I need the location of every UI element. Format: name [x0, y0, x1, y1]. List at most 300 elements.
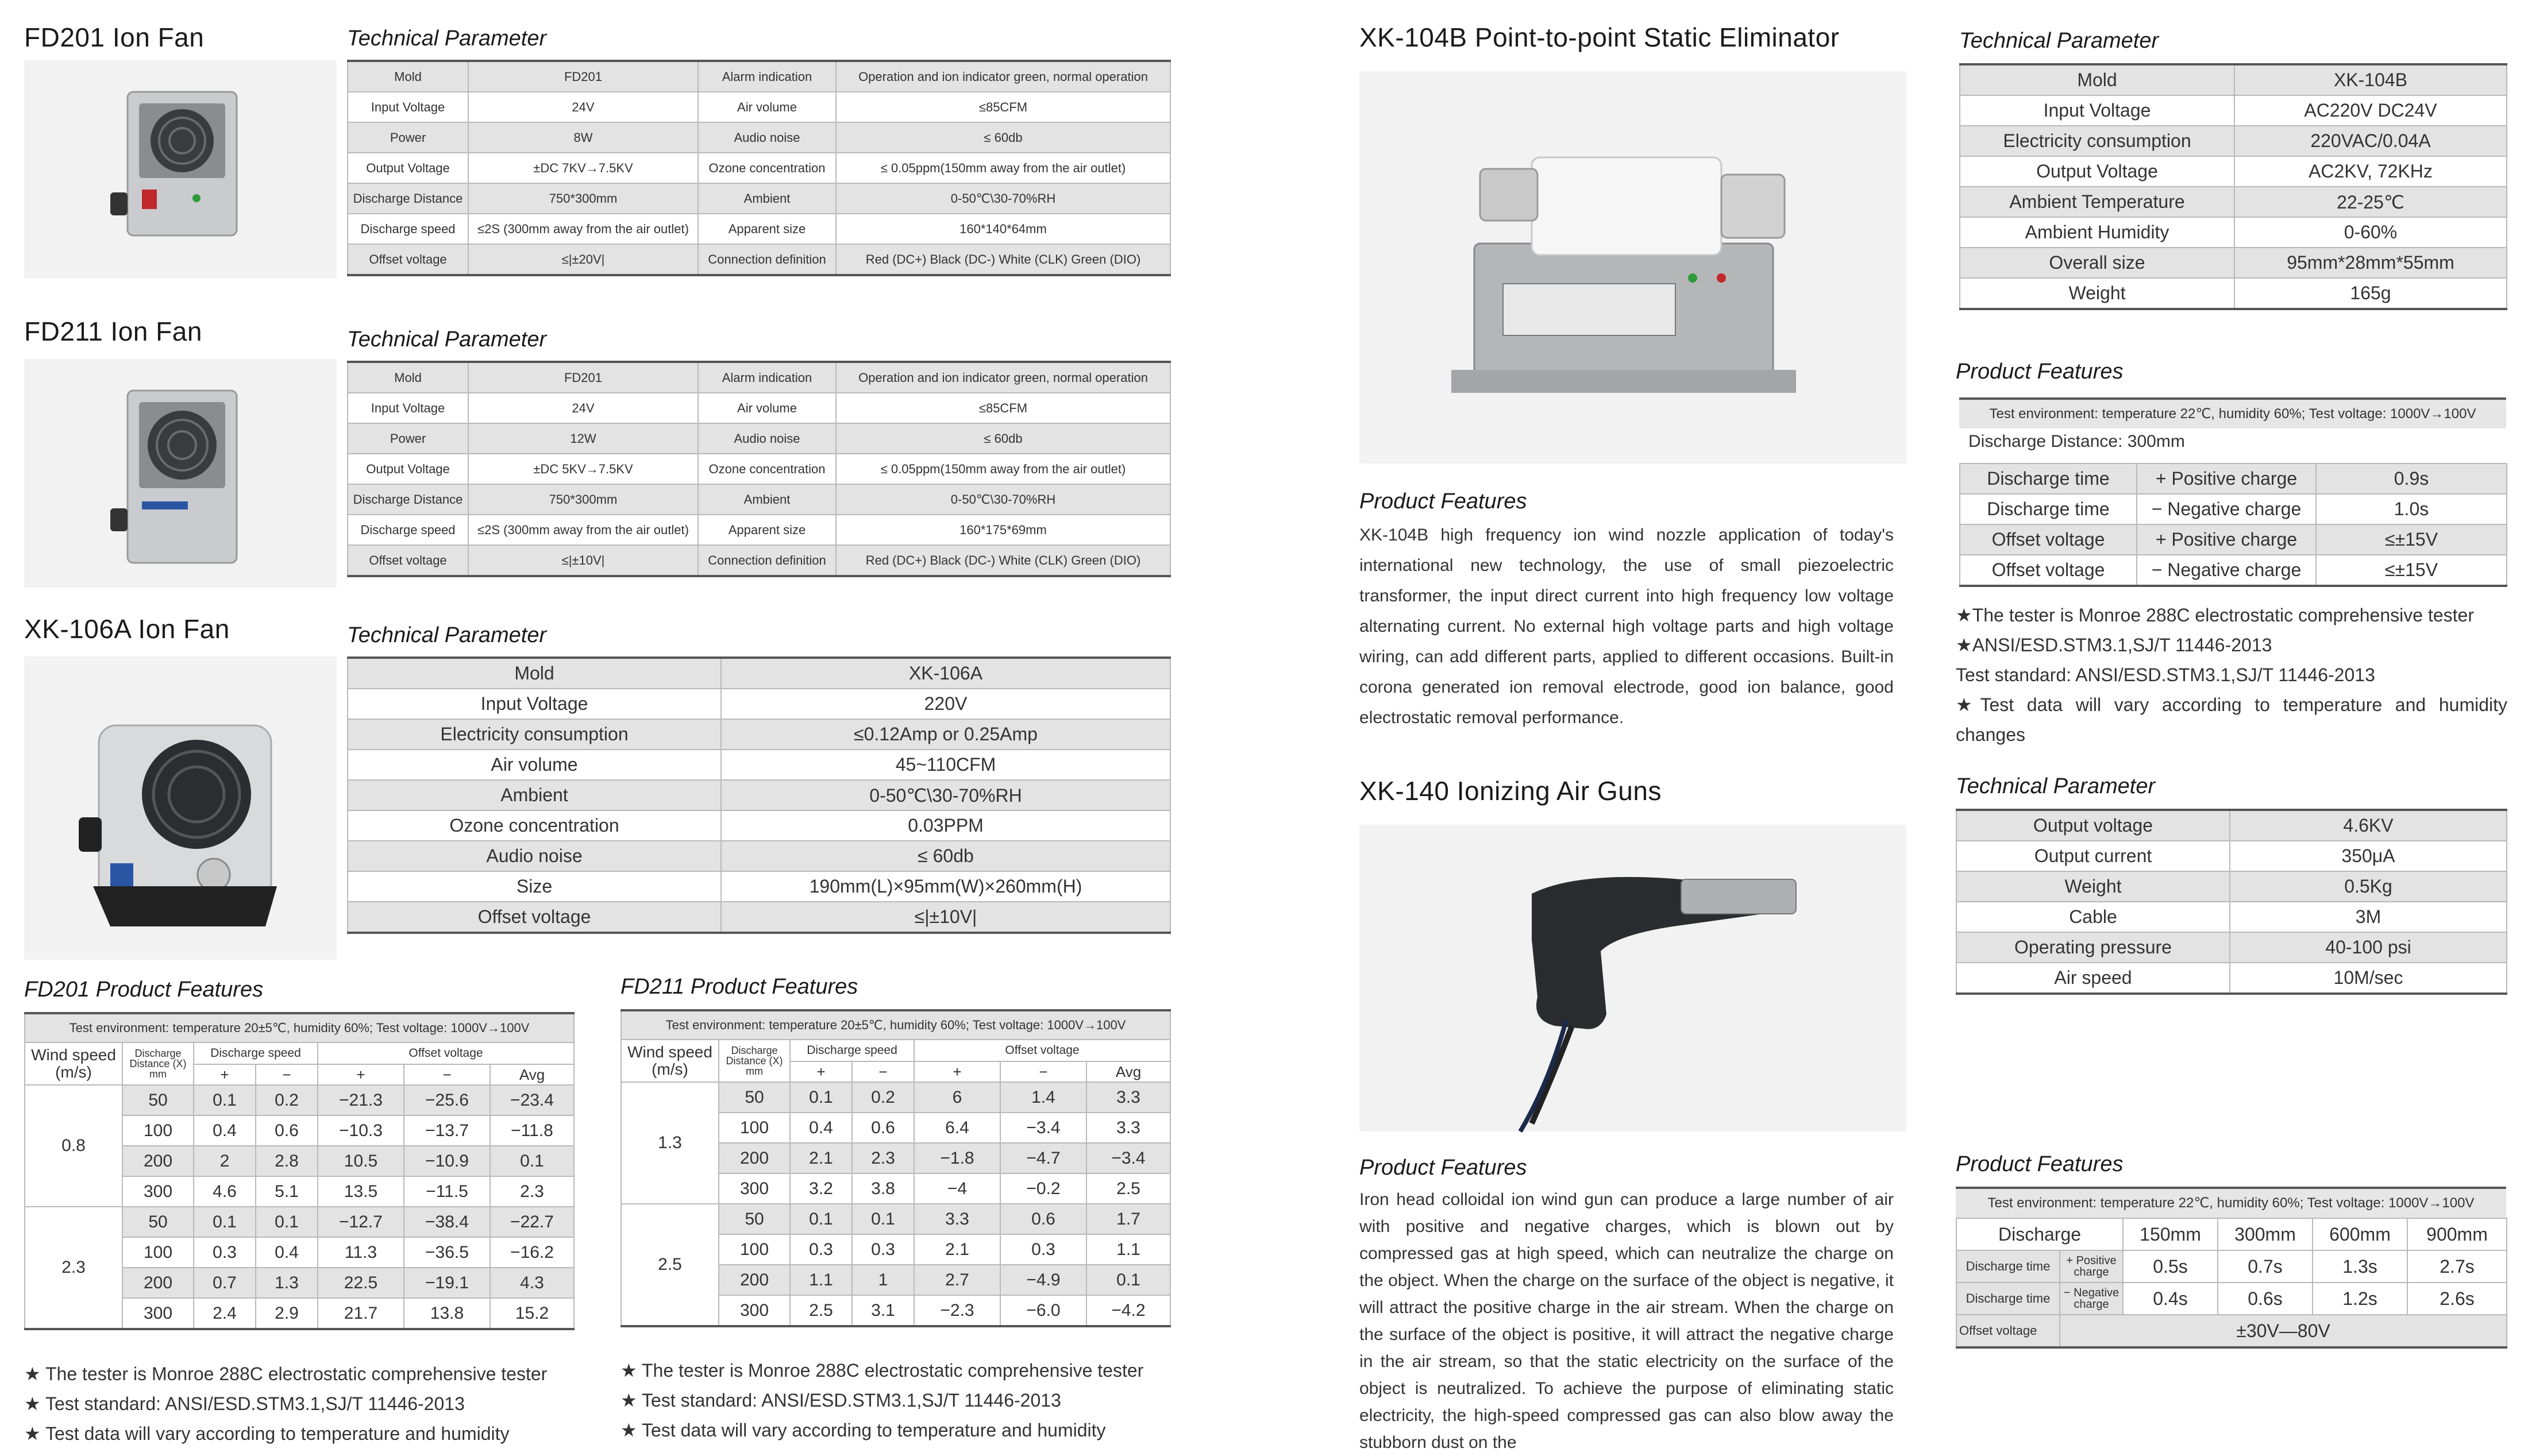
table-cell: 600mm [2313, 1218, 2407, 1250]
table-cell: FD201 [468, 61, 698, 92]
fd201-note-2: ★ Test standard: ANSI/ESD.STM3.1,SJ/T 11446-2013 [24, 1393, 465, 1414]
table-cell: 0.1 [256, 1207, 318, 1237]
table-row [1960, 187, 2507, 217]
table-cell: 0.6 [256, 1115, 318, 1146]
xk140-title: XK-140 Ionizing Air Guns [1359, 776, 1662, 806]
table-cell: Discharge time [1956, 1283, 2060, 1315]
table-cell: Offset voltage [348, 545, 468, 576]
table-row [25, 1085, 574, 1115]
table-cell: −4.9 [1000, 1265, 1086, 1295]
table-row [25, 1013, 574, 1042]
table-cell: Avg [1086, 1061, 1170, 1082]
table-cell: 3.8 [852, 1173, 914, 1204]
table-cell: Input Voltage [348, 393, 468, 423]
xk104b-pf-table [1959, 463, 2507, 587]
table-row [1956, 1250, 2507, 1283]
xk104b-note-3: Test standard: ANSI/ESD.STM3.1,SJ/T 11446-2013 [1956, 665, 2375, 685]
table-cell: 2.7 [914, 1265, 1000, 1295]
table-cell: −11.8 [490, 1115, 574, 1146]
table-cell: Audio noise [348, 841, 721, 871]
table-cell: 900mm [2407, 1218, 2507, 1250]
xk140-features-title: Product Features [1359, 1156, 1527, 1180]
table-cell: 2.4 [194, 1298, 256, 1329]
table-cell: Apparent size [698, 214, 836, 244]
table-cell: 220V [721, 689, 1170, 719]
fd211-note-2: ★ Test standard: ANSI/ESD.STM3.1,SJ/T 11446-2013 [621, 1390, 1061, 1411]
xk140-product-image [1359, 825, 1906, 1131]
table-row [1960, 248, 2507, 278]
table-cell: Ambient [698, 484, 836, 515]
table-row [25, 1042, 574, 1064]
table-cell: ≤ 60db [721, 841, 1170, 871]
table-cell: 1.3s [2313, 1250, 2407, 1283]
table-cell: Operation and ion indicator green, normal operation [836, 362, 1170, 393]
table-cell: 0.1 [194, 1207, 256, 1237]
table-cell: 2.8 [256, 1146, 318, 1176]
table-cell: Offset voltage [348, 902, 721, 933]
table-cell: 2.5 [621, 1204, 719, 1326]
table-cell: 1 [852, 1265, 914, 1295]
table-cell: ≤0.12Amp or 0.25Amp [721, 719, 1170, 750]
table-cell: Wind speed (m/s) [25, 1042, 122, 1085]
table-row [1956, 1218, 2507, 1250]
table-cell: 13.5 [318, 1176, 404, 1207]
table-cell: Discharge time [1960, 494, 2137, 524]
table-row [1956, 932, 2507, 963]
table-cell: Electricity consumption [1960, 126, 2234, 156]
table-cell: Connection definition [698, 545, 836, 576]
table-cell: Input Voltage [1960, 95, 2234, 126]
table-cell: 2.3 [852, 1143, 914, 1173]
table-cell: Output Voltage [348, 454, 468, 484]
table-cell: −13.7 [404, 1115, 490, 1146]
table-row [1956, 1283, 2507, 1315]
table-row [348, 61, 1170, 92]
table-cell: AC2KV, 72KHz [2234, 156, 2507, 187]
table-row [348, 750, 1170, 780]
table-cell: 0-60% [2234, 217, 2507, 248]
xk106a-product-image [24, 656, 337, 960]
table-row [1960, 95, 2507, 126]
xk104b-note-2: ★ANSI/ESD.STM3.1,SJ/T 11446-2013 [1956, 635, 2272, 655]
table-cell: −0.2 [1000, 1173, 1086, 1204]
table-cell: Discharge speed [348, 515, 468, 545]
xk106a-param-title: Technical Parameter [347, 623, 547, 647]
table-cell: 45~110CFM [721, 750, 1170, 780]
table-cell: Output Voltage [1960, 156, 2234, 187]
table-cell: ±DC 5KV→7.5KV [468, 454, 698, 484]
fd201-note-1: ★ The tester is Monroe 288C electrostatic comprehensive tester [24, 1364, 548, 1384]
table-cell: 0.1 [790, 1082, 852, 1113]
table-cell: Air speed [1956, 963, 2230, 994]
table-cell: − [1000, 1061, 1086, 1082]
table-cell: 0.6 [1000, 1204, 1086, 1234]
table-cell: −25.6 [404, 1085, 490, 1115]
table-cell: Size [348, 871, 721, 902]
xk106a-title: XK-106A Ion Fan [24, 614, 230, 644]
fd211-note-1: ★ The tester is Monroe 288C electrostatic comprehensive tester [621, 1360, 1144, 1381]
xk106a-spec-table [347, 656, 1171, 934]
table-cell: + Positive charge [2137, 464, 2316, 494]
table-cell: Apparent size [698, 515, 836, 545]
table-cell: 0.3 [790, 1234, 852, 1265]
table-cell: 3.3 [1086, 1113, 1170, 1143]
table-cell: Weight [1956, 871, 2230, 902]
table-row [1960, 278, 2507, 309]
table-cell: 750*300mm [468, 183, 698, 214]
table-cell: 0.5s [2123, 1250, 2218, 1283]
table-cell: Test environment: temperature 20±5℃, humidity 60%; Test voltage: 1000V→100V [621, 1010, 1170, 1040]
table-cell: Power [348, 122, 468, 153]
table-row [348, 658, 1170, 689]
xk104b-title: XK-104B Point-to-point Static Eliminator [1359, 22, 1840, 52]
table-cell: ±30V—80V [2060, 1315, 2507, 1347]
xk104b-pf-env: Test environment: temperature 22℃, humidity 60%; Test voltage: 1000V→100V [1959, 397, 2506, 428]
table-row [348, 810, 1170, 841]
table-cell: −2.3 [914, 1295, 1000, 1326]
table-cell: 750*300mm [468, 484, 698, 515]
table-cell: 200 [122, 1268, 194, 1298]
table-cell: −36.5 [404, 1237, 490, 1268]
table-cell: Ambient [348, 780, 721, 810]
table-cell: −19.1 [404, 1268, 490, 1298]
table-row [1956, 810, 2507, 841]
xk140-pf-title: Product Features [1956, 1152, 2124, 1176]
table-cell: 10.5 [318, 1146, 404, 1176]
table-cell: 1.7 [1086, 1204, 1170, 1234]
table-cell: Weight [1960, 278, 2234, 309]
table-cell: 300 [122, 1176, 194, 1207]
table-row [348, 183, 1170, 214]
table-cell: 4.6KV [2230, 810, 2507, 841]
table-cell: Discharge speed [194, 1042, 318, 1064]
table-cell: ≤ 0.05ppm(150mm away from the air outlet) [836, 454, 1170, 484]
table-cell: 21.7 [318, 1298, 404, 1329]
table-cell: 50 [122, 1085, 194, 1115]
fd211-note-3: ★ Test data will vary according to temperature and humidity [621, 1420, 1106, 1440]
table-cell: + [194, 1064, 256, 1085]
table-cell: 300 [122, 1298, 194, 1329]
table-cell: 1.1 [1086, 1234, 1170, 1265]
table-cell: 24V [468, 393, 698, 423]
table-cell: 0.2 [852, 1082, 914, 1113]
table-cell: Ozone concentration [698, 153, 836, 183]
table-cell: 0.3 [1000, 1234, 1086, 1265]
table-cell: Operation and ion indicator green, normal operation [836, 61, 1170, 92]
table-cell: ≤±15V [2316, 524, 2507, 555]
table-cell: 0.9s [2316, 464, 2507, 494]
fd201-note-3: ★ Test data will vary according to temperature and humidity [24, 1423, 510, 1444]
table-cell: Mold [348, 61, 468, 92]
table-cell: Discharge Distance [348, 484, 468, 515]
xk104b-description: XK-104B high frequency ion wind nozzle application of today's international new technology, the use of small piezoelectric transformer, the input direct current into high frequency low voltage alternating current. No external high voltage parts and high voltage wiring, can add different parts, applied to different occasions. Built-in corona generated ion removal electrode, good ion balance, good electrostatic removal performance. [1359, 526, 1894, 727]
table-cell: 1.3 [621, 1082, 719, 1204]
table-cell: Output voltage [1956, 810, 2230, 841]
table-cell: 160*140*64mm [836, 214, 1170, 244]
table-cell: ±DC 7KV→7.5KV [468, 153, 698, 183]
table-cell: 1.4 [1000, 1082, 1086, 1113]
xk104b-product-image [1359, 71, 1906, 464]
table-cell: 100 [122, 1115, 194, 1146]
xk140-pf-table [1956, 1218, 2507, 1349]
table-cell: 2 [194, 1146, 256, 1176]
table-cell: 3M [2230, 902, 2507, 932]
table-cell: 2.6s [2407, 1283, 2507, 1315]
table-cell: Air volume [698, 92, 836, 122]
table-cell: ≤|±10V| [468, 545, 698, 576]
table-cell: 100 [719, 1234, 790, 1265]
table-cell: −4.2 [1086, 1295, 1170, 1326]
table-row [1956, 871, 2507, 902]
table-cell: 0.03PPM [721, 810, 1170, 841]
table-cell: + Positive charge [2137, 524, 2316, 555]
xk104b-note-1: ★The tester is Monroe 288C electrostatic comprehensive tester [1956, 605, 2474, 625]
table-cell: Output current [1956, 841, 2230, 871]
xk140-param-title: Technical Parameter [1956, 774, 2156, 798]
table-cell: 300mm [2218, 1218, 2313, 1250]
table-cell: Input Voltage [348, 92, 468, 122]
table-cell: −12.7 [318, 1207, 404, 1237]
table-row [1960, 126, 2507, 156]
table-cell: −16.2 [490, 1237, 574, 1268]
table-cell: Audio noise [698, 122, 836, 153]
table-cell: ≤ 0.05ppm(150mm away from the air outlet) [836, 153, 1170, 183]
table-cell: −11.5 [404, 1176, 490, 1207]
table-cell: 3.1 [852, 1295, 914, 1326]
table-row [348, 92, 1170, 122]
table-cell: 3.3 [914, 1204, 1000, 1234]
table-cell: Mold [348, 658, 721, 689]
table-cell: 0.4 [194, 1115, 256, 1146]
table-cell: −1.8 [914, 1143, 1000, 1173]
table-row [348, 214, 1170, 244]
table-cell: Discharge speed [790, 1040, 914, 1061]
table-row [348, 122, 1170, 153]
table-cell: Discharge Distance (X) mm [122, 1042, 194, 1085]
fd211-title: FD211 Ion Fan [24, 316, 202, 346]
table-cell: 165g [2234, 278, 2507, 309]
table-cell: Ambient Humidity [1960, 217, 2234, 248]
table-cell: 0.2 [256, 1085, 318, 1115]
table-row [348, 454, 1170, 484]
table-cell: 22-25℃ [2234, 187, 2507, 217]
table-cell: Ozone concentration [698, 454, 836, 484]
table-cell: Electricity consumption [348, 719, 721, 750]
table-cell: 300 [719, 1295, 790, 1326]
xk140-description: Iron head colloidal ion wind gun can produce a large number of air with positive and negative charges, which is blown out by compressed gas at high speed, which can neutralize the charge on the object. When the charge on the surface of the object is negative, it will attract the positive charge in the air stream. When the charge on the surface of the object is positive, it will attract the negative charge in the air stream, so that the static electricity on the surface of the object is neutralized. To achieve the purpose of eliminating static electricity, the high-speed compressed gas can also blow away the stubborn dust on the [1359, 1190, 1894, 1452]
table-row [348, 902, 1170, 933]
table-row [348, 871, 1170, 902]
table-cell: FD201 [468, 362, 698, 393]
table-cell: Air volume [348, 750, 721, 780]
table-cell: 4.6 [194, 1176, 256, 1207]
table-row [348, 719, 1170, 750]
table-cell: Offset voltage [348, 244, 468, 275]
table-row [621, 1082, 1170, 1113]
table-cell: ≤85CFM [836, 92, 1170, 122]
fd201-features-title: FD201 Product Features [24, 978, 264, 1002]
table-cell: −3.4 [1000, 1113, 1086, 1143]
table-row [348, 244, 1170, 275]
table-row [348, 841, 1170, 871]
table-cell: −10.3 [318, 1115, 404, 1146]
table-cell: Offset voltage [1960, 524, 2137, 555]
table-row [1960, 156, 2507, 187]
table-cell: Red (DC+) Black (DC-) White (CLK) Green (DIO) [836, 244, 1170, 275]
table-row [348, 362, 1170, 393]
table-cell: Power [348, 423, 468, 454]
table-row [25, 1207, 574, 1237]
table-cell: 160*175*69mm [836, 515, 1170, 545]
table-cell: 0.3 [852, 1234, 914, 1265]
table-cell: Offset voltage [914, 1040, 1170, 1061]
table-cell: Alarm indication [698, 362, 836, 393]
table-row [1960, 64, 2507, 95]
table-cell: − [404, 1064, 490, 1085]
table-cell: 0.4 [790, 1113, 852, 1143]
table-row [1956, 902, 2507, 932]
table-cell: 3.3 [1086, 1082, 1170, 1113]
table-cell: Discharge time [1956, 1250, 2060, 1283]
table-row [1956, 963, 2507, 994]
table-cell: 2.7s [2407, 1250, 2507, 1283]
table-cell: ≤ 60db [836, 423, 1170, 454]
table-cell: 0-50℃\30-70%RH [836, 484, 1170, 515]
table-cell: 50 [122, 1207, 194, 1237]
table-cell: Alarm indication [698, 61, 836, 92]
table-cell: 0-50℃\30-70%RH [836, 183, 1170, 214]
fd201-features-table [24, 1012, 575, 1330]
table-cell: − Negative charge [2137, 494, 2316, 524]
table-cell: −4.7 [1000, 1143, 1086, 1173]
table-cell: AC220V DC24V [2234, 95, 2507, 126]
table-cell: 200 [719, 1265, 790, 1295]
table-cell: ≤±15V [2316, 555, 2507, 586]
table-row [348, 515, 1170, 545]
table-cell: Output Voltage [348, 153, 468, 183]
xk140-pf-env: Test environment: temperature 22℃, humidity 60%; Test voltage: 1000V→100V [1956, 1187, 2506, 1218]
table-cell: ≤2S (300mm away from the air outlet) [468, 515, 698, 545]
table-cell: Cable [1956, 902, 2230, 932]
fd211-features-title: FD211 Product Features [621, 975, 858, 999]
table-row [1960, 555, 2507, 586]
table-cell: 0.1 [194, 1085, 256, 1115]
table-cell: −6.0 [1000, 1295, 1086, 1326]
table-cell: 0.8 [25, 1085, 122, 1207]
table-cell: 0.1 [790, 1204, 852, 1234]
table-cell: 0.3 [194, 1237, 256, 1268]
table-cell: 100 [122, 1237, 194, 1268]
table-row [348, 153, 1170, 183]
table-cell: 2.9 [256, 1298, 318, 1329]
xk104b-param-title: Technical Parameter [1959, 29, 2159, 53]
fd201-param-title: Technical Parameter [347, 26, 547, 51]
table-cell: 2.5 [1086, 1173, 1170, 1204]
table-row [348, 423, 1170, 454]
table-cell: ≤ 60db [836, 122, 1170, 153]
table-cell: Offset voltage [1956, 1315, 2060, 1347]
fd211-features-table [621, 1009, 1171, 1327]
table-cell: 220VAC/0.04A [2234, 126, 2507, 156]
table-cell: 40-100 psi [2230, 932, 2507, 963]
table-cell: 24V [468, 92, 698, 122]
table-cell: 2.1 [790, 1143, 852, 1173]
table-cell: −10.9 [404, 1146, 490, 1176]
fd201-spec-table [347, 60, 1171, 276]
table-cell: 12W [468, 423, 698, 454]
table-cell: 1.3 [256, 1268, 318, 1298]
table-cell: − [256, 1064, 318, 1085]
table-cell: 0-50℃\30-70%RH [721, 780, 1170, 810]
fd211-spec-table [347, 361, 1171, 577]
table-cell: 95mm*28mm*55mm [2234, 248, 2507, 278]
table-row [1960, 464, 2507, 494]
table-cell: 0.6s [2218, 1283, 2313, 1315]
table-row [621, 1040, 1170, 1061]
table-cell: 0.1 [1086, 1265, 1170, 1295]
table-cell: −3.4 [1086, 1143, 1170, 1173]
table-cell: 6.4 [914, 1113, 1000, 1143]
table-cell: + [914, 1061, 1000, 1082]
table-cell: 15.2 [490, 1298, 574, 1329]
fd201-product-image [24, 60, 337, 279]
table-cell: 10M/sec [2230, 963, 2507, 994]
table-cell: 1.0s [2316, 494, 2507, 524]
table-cell: + [790, 1061, 852, 1082]
table-cell: −23.4 [490, 1085, 574, 1115]
table-cell: Discharge time [1960, 464, 2137, 494]
table-row [621, 1010, 1170, 1040]
table-cell: − Negative charge [2137, 555, 2316, 586]
table-cell: 0.6 [852, 1113, 914, 1143]
table-cell: Test environment: temperature 20±5℃, humidity 60%; Test voltage: 1000V→100V [25, 1013, 574, 1042]
table-cell: Red (DC+) Black (DC-) White (CLK) Green (DIO) [836, 545, 1170, 576]
table-row [1956, 1315, 2507, 1347]
table-row [621, 1204, 1170, 1234]
table-cell: 8W [468, 122, 698, 153]
table-cell: Mold [348, 362, 468, 393]
table-cell: XK-106A [721, 658, 1170, 689]
xk140-spec-table [1956, 809, 2507, 995]
table-cell: + [318, 1064, 404, 1085]
table-cell: − Negative charge [2060, 1283, 2123, 1315]
table-cell: 3.2 [790, 1173, 852, 1204]
table-cell: 50 [719, 1082, 790, 1113]
table-row [348, 484, 1170, 515]
table-cell: 50 [719, 1204, 790, 1234]
table-cell: −22.7 [490, 1207, 574, 1237]
table-cell: 200 [719, 1143, 790, 1173]
table-cell: 0.7s [2218, 1250, 2313, 1283]
table-cell: 200 [122, 1146, 194, 1176]
table-cell: Overall size [1960, 248, 2234, 278]
table-cell: Offset voltage [318, 1042, 574, 1064]
xk104b-spec-table [1959, 63, 2507, 310]
table-cell: Discharge [1956, 1218, 2123, 1250]
table-cell: Air volume [698, 393, 836, 423]
table-cell: 5.1 [256, 1176, 318, 1207]
table-cell: − [852, 1061, 914, 1082]
table-cell: Connection definition [698, 244, 836, 275]
table-cell: Audio noise [698, 423, 836, 454]
table-row [348, 780, 1170, 810]
table-row [1956, 841, 2507, 871]
table-cell: 0.7 [194, 1268, 256, 1298]
xk104b-features-title: Product Features [1359, 489, 1527, 513]
table-cell: Offset voltage [1960, 555, 2137, 586]
table-cell: 0.4 [256, 1237, 318, 1268]
table-cell: Mold [1960, 64, 2234, 95]
